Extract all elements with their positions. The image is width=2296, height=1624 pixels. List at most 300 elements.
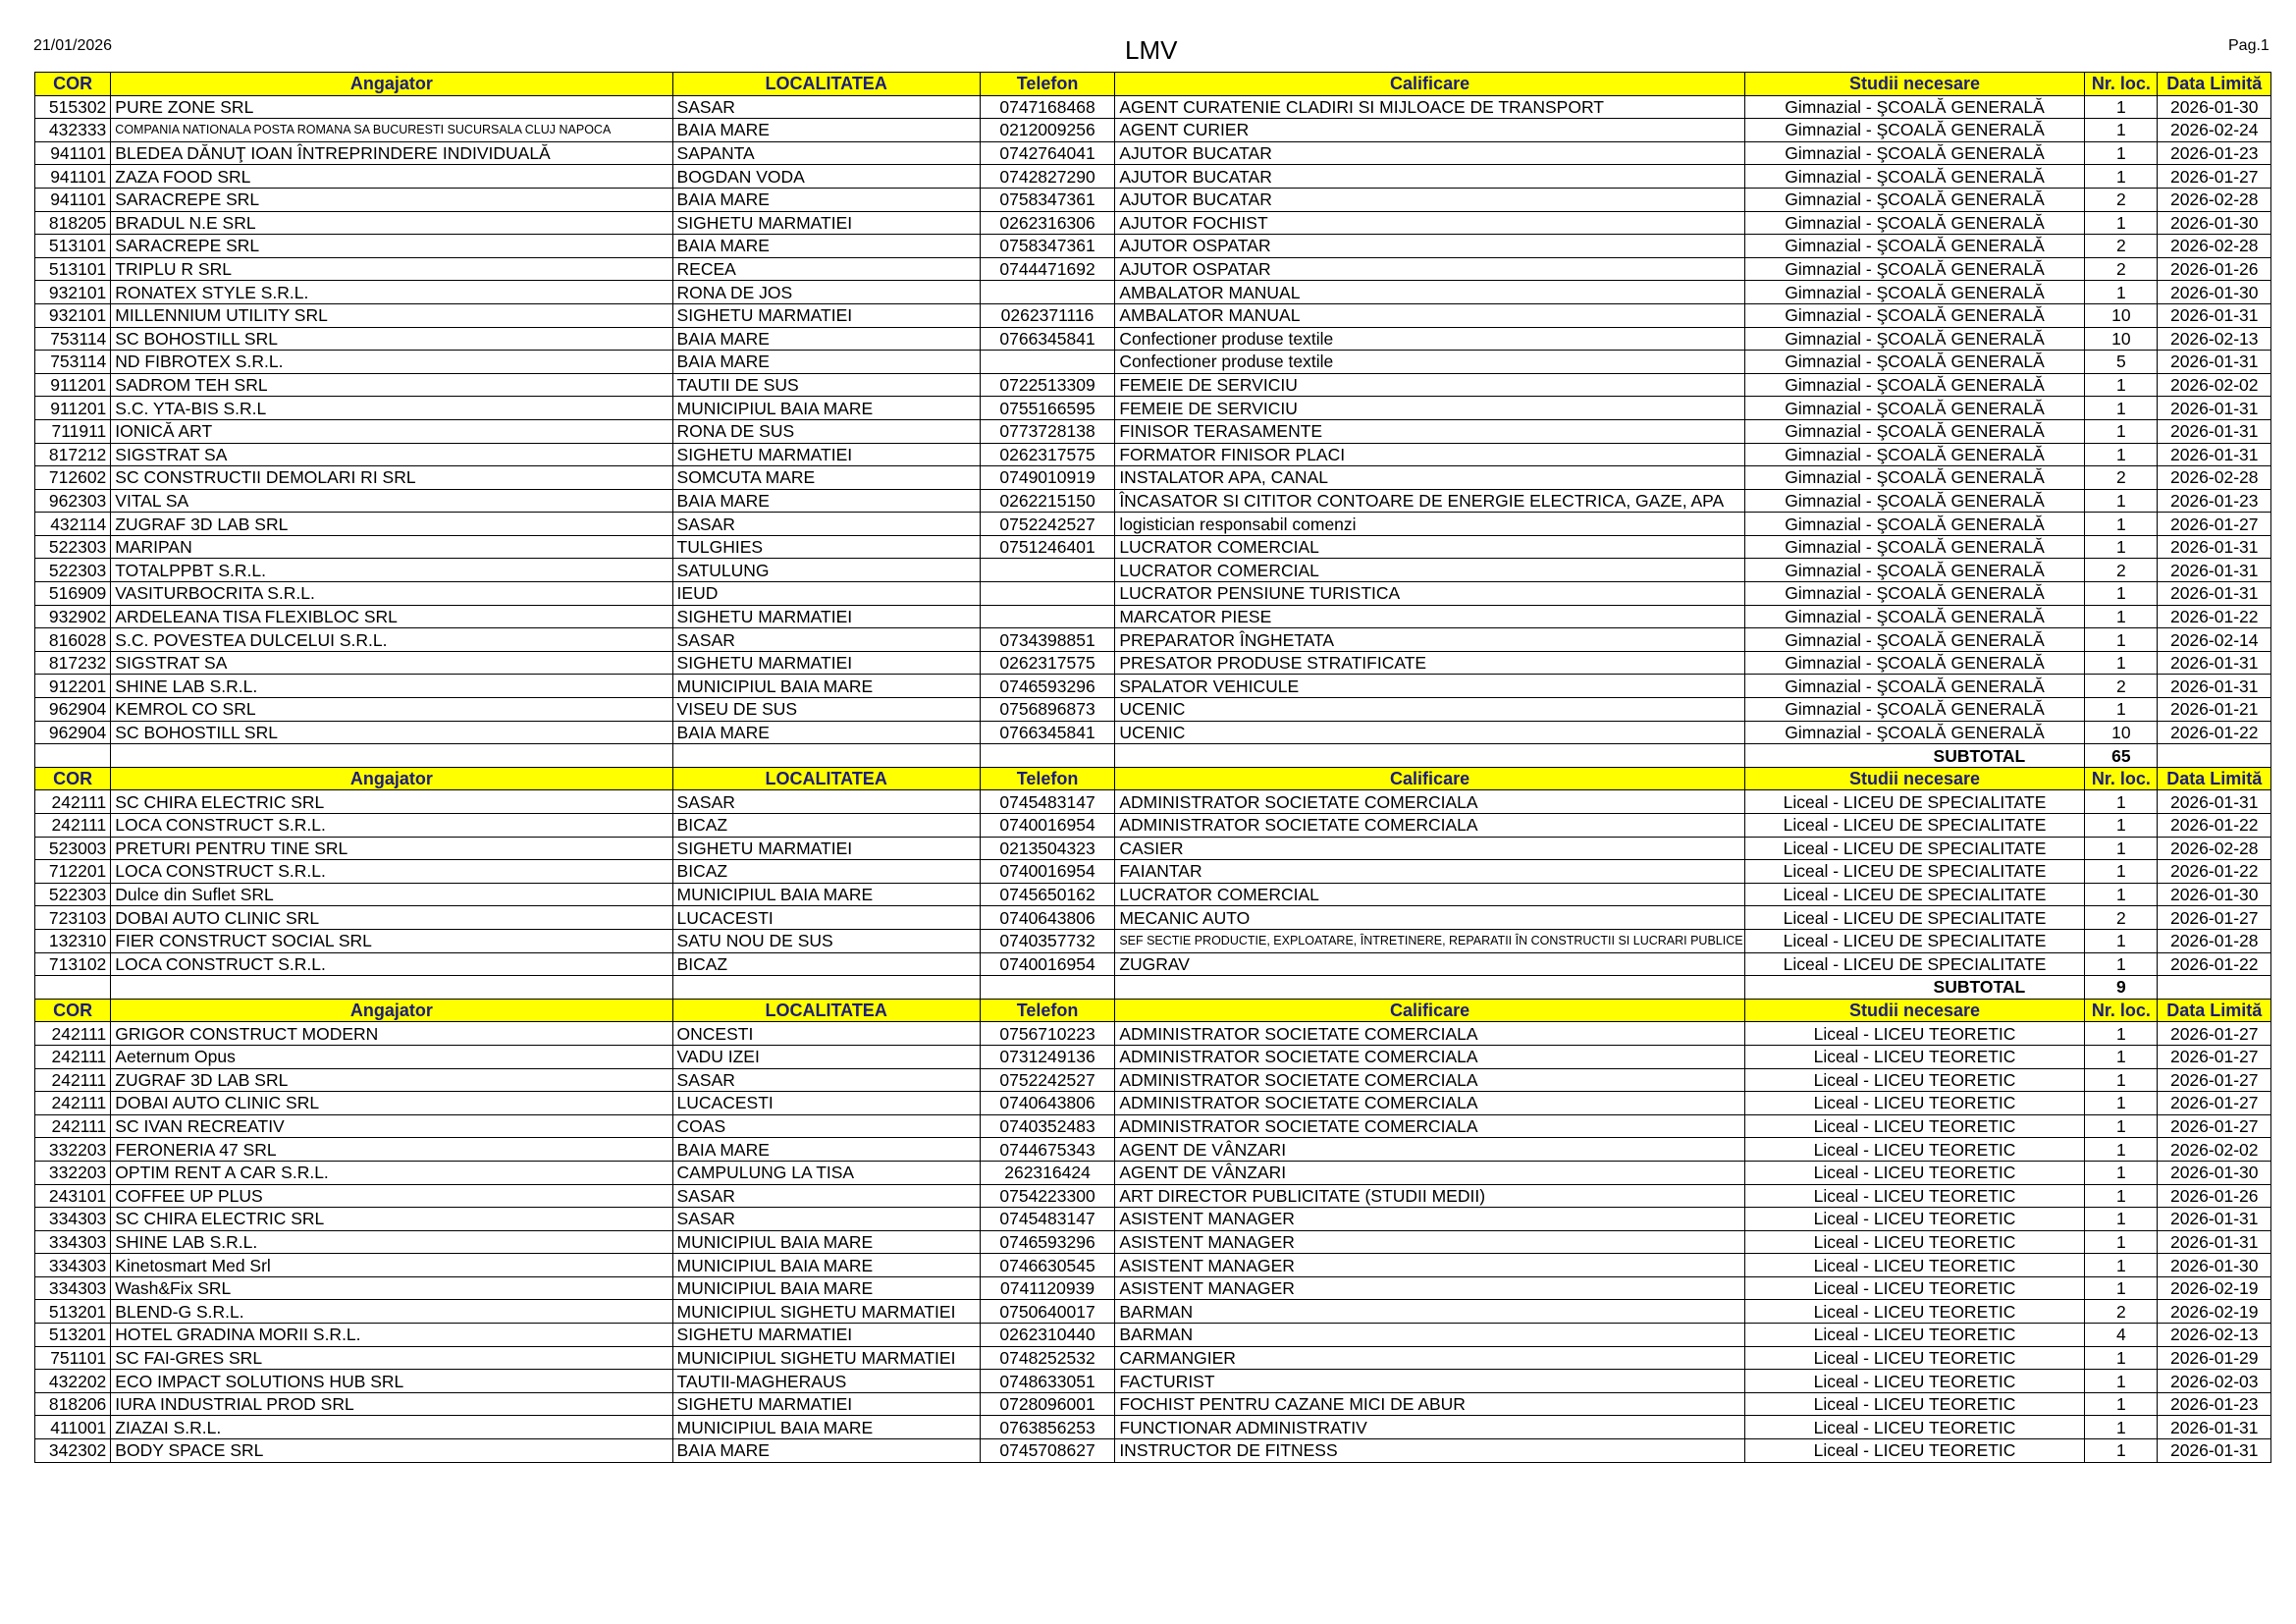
places-cell: 1 [2085, 1254, 2158, 1277]
phone-cell [980, 582, 1115, 606]
employer-cell: FIER CONSTRUCT SOCIAL SRL [111, 929, 672, 952]
studies-cell: Liceal - LICEU TEORETIC [1744, 1300, 2084, 1324]
employer-cell: ECO IMPACT SOLUTIONS HUB SRL [111, 1370, 672, 1393]
deadline-cell: 2026-01-31 [2158, 1208, 2271, 1231]
cor-cell: 818205 [35, 211, 111, 235]
cor-cell: 522303 [35, 535, 111, 559]
deadline-cell: 2026-01-30 [2158, 1161, 2271, 1184]
phone-cell [980, 281, 1115, 304]
studies-cell: Liceal - LICEU DE SPECIALITATE [1744, 952, 2084, 976]
studies-cell: Liceal - LICEU TEORETIC [1744, 1392, 2084, 1416]
phone-cell [980, 605, 1115, 628]
places-cell: 1 [2085, 883, 2158, 906]
places-cell: 1 [2085, 1346, 2158, 1370]
empty-cell [1115, 744, 1745, 768]
phone-cell: 0742764041 [980, 141, 1115, 165]
qualification-cell: AMBALATOR MANUAL [1115, 281, 1745, 304]
table-row [35, 165, 2271, 189]
locality-cell: BAIA MARE [672, 188, 980, 211]
phone-cell: 0752242527 [980, 513, 1115, 536]
table-row [35, 327, 2271, 351]
table-row [35, 235, 2271, 258]
locality-cell: MUNICIPIUL BAIA MARE [672, 1254, 980, 1277]
studies-cell: Liceal - LICEU TEORETIC [1744, 1254, 2084, 1277]
places-cell: 2 [2085, 235, 2158, 258]
places-cell: 1 [2085, 1045, 2158, 1068]
qualification-cell: ADMINISTRATOR SOCIETATE COMERCIALA [1115, 1114, 1745, 1138]
phone-cell: 0758347361 [980, 235, 1115, 258]
employer-cell: LOCA CONSTRUCT S.R.L. [111, 860, 672, 884]
deadline-cell: 2026-01-23 [2158, 489, 2271, 513]
places-cell: 2 [2085, 906, 2158, 930]
deadline-cell: 2026-02-28 [2158, 235, 2271, 258]
table-row [35, 373, 2271, 397]
employer-cell: COMPANIA NATIONALA POSTA ROMANA SA BUCURESTI SUCURSALA CLUJ NAPOCA [111, 119, 672, 142]
deadline-cell: 2026-01-26 [2158, 257, 2271, 281]
studies-cell: Liceal - LICEU TEORETIC [1744, 1045, 2084, 1068]
qualification-cell: UCENIC [1115, 698, 1745, 722]
header-qualification: Calificare [1115, 73, 1745, 96]
places-cell: 1 [2085, 1370, 2158, 1393]
locality-cell: SAPANTA [672, 141, 980, 165]
table-row [35, 837, 2271, 860]
table-row [35, 397, 2271, 420]
employer-cell: BODY SPACE SRL [111, 1439, 672, 1463]
table-row [35, 605, 2271, 628]
studies-cell: Gimnazial - ŞCOALĂ GENERALĂ [1744, 397, 2084, 420]
studies-cell: Gimnazial - ŞCOALĂ GENERALĂ [1744, 513, 2084, 536]
studies-cell: Liceal - LICEU DE SPECIALITATE [1744, 790, 2084, 814]
header-locality: LOCALITATEA [672, 999, 980, 1022]
cor-cell: 962904 [35, 721, 111, 744]
report-date: 21/01/2026 [33, 37, 113, 54]
employer-cell: SC CHIRA ELECTRIC SRL [111, 790, 672, 814]
header-qualification: Calificare [1115, 767, 1745, 790]
locality-cell: SIGHETU MARMATIEI [672, 211, 980, 235]
qualification-cell: AGENT DE VÂNZARI [1115, 1161, 1745, 1184]
employer-cell: Aeternum Opus [111, 1045, 672, 1068]
qualification-cell: PRESATOR PRODUSE STRATIFICATE [1115, 651, 1745, 675]
locality-cell: SIGHETU MARMATIEI [672, 837, 980, 860]
header-deadline: Data Limită [2158, 999, 2271, 1022]
deadline-cell: 2026-01-31 [2158, 419, 2271, 443]
employer-cell: SARACREPE SRL [111, 235, 672, 258]
cor-cell: 723103 [35, 906, 111, 930]
studies-cell: Liceal - LICEU TEORETIC [1744, 1138, 2084, 1162]
cor-cell: 332203 [35, 1138, 111, 1162]
employer-cell: SC BOHOSTILL SRL [111, 327, 672, 351]
employer-cell: MILLENNIUM UTILITY SRL [111, 303, 672, 327]
table-row [35, 1439, 2271, 1463]
locality-cell: CAMPULUNG LA TISA [672, 1161, 980, 1184]
places-cell: 1 [2085, 1416, 2158, 1439]
cor-cell: 243101 [35, 1184, 111, 1208]
deadline-cell: 2026-01-31 [2158, 535, 2271, 559]
cor-cell: 932101 [35, 281, 111, 304]
employer-cell: FERONERIA 47 SRL [111, 1138, 672, 1162]
cor-cell: 411001 [35, 1416, 111, 1439]
cor-cell: 432114 [35, 513, 111, 536]
places-cell: 1 [2085, 582, 2158, 606]
qualification-cell: FORMATOR FINISOR PLACI [1115, 443, 1745, 466]
places-cell: 1 [2085, 1138, 2158, 1162]
studies-cell: Liceal - LICEU DE SPECIALITATE [1744, 860, 2084, 884]
table-row [35, 559, 2271, 582]
studies-cell: Liceal - LICEU TEORETIC [1744, 1022, 2084, 1046]
locality-cell: MUNICIPIUL BAIA MARE [672, 1230, 980, 1254]
empty-cell [35, 744, 111, 768]
qualification-cell: Confectioner produse textile [1115, 351, 1745, 374]
places-cell: 10 [2085, 327, 2158, 351]
employer-cell: SIGSTRAT SA [111, 651, 672, 675]
table-row [35, 628, 2271, 652]
locality-cell: SASAR [672, 513, 980, 536]
locality-cell: BAIA MARE [672, 235, 980, 258]
table-row [35, 1022, 2271, 1046]
studies-cell: Gimnazial - ŞCOALĂ GENERALĂ [1744, 303, 2084, 327]
studies-cell: Gimnazial - ŞCOALĂ GENERALĂ [1744, 675, 2084, 698]
locality-cell: SIGHETU MARMATIEI [672, 1392, 980, 1416]
table-row [35, 535, 2271, 559]
empty-cell [980, 976, 1115, 1000]
empty-cell [2158, 976, 2271, 1000]
employer-cell: BLEDEA DĂNUŢ IOAN ÎNTREPRINDERE INDIVIDUALĂ [111, 141, 672, 165]
places-cell: 1 [2085, 651, 2158, 675]
cor-cell: 817232 [35, 651, 111, 675]
places-cell: 4 [2085, 1324, 2158, 1347]
qualification-cell: ART DIRECTOR PUBLICITATE (STUDII MEDII) [1115, 1184, 1745, 1208]
locality-cell: MUNICIPIUL BAIA MARE [672, 1416, 980, 1439]
places-cell: 1 [2085, 1276, 2158, 1300]
phone-cell: 0262310440 [980, 1324, 1115, 1347]
deadline-cell: 2026-01-27 [2158, 513, 2271, 536]
cor-cell: 516909 [35, 582, 111, 606]
deadline-cell: 2026-01-27 [2158, 1022, 2271, 1046]
deadline-cell: 2026-01-31 [2158, 582, 2271, 606]
qualification-cell: BARMAN [1115, 1300, 1745, 1324]
subtotal-label: SUBTOTAL [1744, 976, 2084, 1000]
places-cell: 1 [2085, 1230, 2158, 1254]
qualification-cell: LUCRATOR PENSIUNE TURISTICA [1115, 582, 1745, 606]
studies-cell: Liceal - LICEU TEORETIC [1744, 1370, 2084, 1393]
cor-cell: 713102 [35, 952, 111, 976]
employer-cell: LOCA CONSTRUCT S.R.L. [111, 814, 672, 838]
places-cell: 1 [2085, 119, 2158, 142]
table-row [35, 1184, 2271, 1208]
phone-cell: 0262316306 [980, 211, 1115, 235]
studies-cell: Gimnazial - ŞCOALĂ GENERALĂ [1744, 351, 2084, 374]
phone-cell: 0740357732 [980, 929, 1115, 952]
phone-cell: 0740643806 [980, 906, 1115, 930]
deadline-cell: 2026-01-31 [2158, 790, 2271, 814]
employer-cell: S.C. POVESTEA DULCELUI S.R.L. [111, 628, 672, 652]
header-places: Nr. loc. [2085, 73, 2158, 96]
phone-cell: 0728096001 [980, 1392, 1115, 1416]
table-row [35, 443, 2271, 466]
deadline-cell: 2026-01-31 [2158, 397, 2271, 420]
empty-cell [672, 744, 980, 768]
studies-cell: Liceal - LICEU DE SPECIALITATE [1744, 906, 2084, 930]
deadline-cell: 2026-01-31 [2158, 1439, 2271, 1463]
qualification-cell: ASISTENT MANAGER [1115, 1276, 1745, 1300]
qualification-cell: AMBALATOR MANUAL [1115, 303, 1745, 327]
phone-cell: 0740016954 [980, 952, 1115, 976]
locality-cell: SIGHETU MARMATIEI [672, 303, 980, 327]
places-cell: 1 [2085, 489, 2158, 513]
table-row [35, 1254, 2271, 1277]
table-row [35, 119, 2271, 142]
header-qualification: Calificare [1115, 999, 1745, 1022]
subtotal-value: 9 [2085, 976, 2158, 1000]
studies-cell: Gimnazial - ŞCOALĂ GENERALĂ [1744, 628, 2084, 652]
table-row [35, 906, 2271, 930]
header-deadline: Data Limită [2158, 73, 2271, 96]
header-places: Nr. loc. [2085, 999, 2158, 1022]
phone-cell: 0752242527 [980, 1068, 1115, 1092]
table-row [35, 1208, 2271, 1231]
phone-cell: 0262317575 [980, 443, 1115, 466]
deadline-cell: 2026-01-30 [2158, 883, 2271, 906]
employer-cell: IONICĂ ART [111, 419, 672, 443]
phone-cell: 0212009256 [980, 119, 1115, 142]
employer-cell: TOTALPPBT S.R.L. [111, 559, 672, 582]
places-cell: 2 [2085, 675, 2158, 698]
header-phone: Telefon [980, 767, 1115, 790]
deadline-cell: 2026-01-27 [2158, 1114, 2271, 1138]
places-cell: 1 [2085, 605, 2158, 628]
cor-cell: 753114 [35, 327, 111, 351]
studies-cell: Gimnazial - ŞCOALĂ GENERALĂ [1744, 443, 2084, 466]
locality-cell: RECEA [672, 257, 980, 281]
qualification-cell: UCENIC [1115, 721, 1745, 744]
studies-cell: Gimnazial - ŞCOALĂ GENERALĂ [1744, 535, 2084, 559]
qualification-cell: MARCATOR PIESE [1115, 605, 1745, 628]
employer-cell: OPTIM RENT A CAR S.R.L. [111, 1161, 672, 1184]
employer-cell: SHINE LAB S.R.L. [111, 1230, 672, 1254]
phone-cell: 0751246401 [980, 535, 1115, 559]
phone-cell: 0742827290 [980, 165, 1115, 189]
table-row [35, 814, 2271, 838]
qualification-cell: FEMEIE DE SERVICIU [1115, 373, 1745, 397]
header-studies: Studii necesare [1744, 999, 2084, 1022]
qualification-cell: AJUTOR BUCATAR [1115, 165, 1745, 189]
table-row [35, 1068, 2271, 1092]
qualification-cell: BARMAN [1115, 1324, 1745, 1347]
studies-cell: Liceal - LICEU DE SPECIALITATE [1744, 814, 2084, 838]
employer-cell: ARDELEANA TISA FLEXIBLOC SRL [111, 605, 672, 628]
deadline-cell: 2026-01-30 [2158, 95, 2271, 119]
table-row [35, 1416, 2271, 1439]
subtotal-row [35, 744, 2271, 768]
qualification-cell: AGENT DE VÂNZARI [1115, 1138, 1745, 1162]
studies-cell: Liceal - LICEU DE SPECIALITATE [1744, 883, 2084, 906]
qualification-cell: SEF SECTIE PRODUCTIE, EXPLOATARE, ÎNTRETINERE, REPARATII ÎN CONSTRUCTII SI LUCRARI PUBLICE [1115, 929, 1745, 952]
locality-cell: MUNICIPIUL BAIA MARE [672, 1276, 980, 1300]
deadline-cell: 2026-01-31 [2158, 1416, 2271, 1439]
table-row [35, 1161, 2271, 1184]
phone-cell: 0766345841 [980, 327, 1115, 351]
header-employer: Angajator [111, 999, 672, 1022]
qualification-cell: FUNCTIONAR ADMINISTRATIV [1115, 1416, 1745, 1439]
employer-cell: HOTEL GRADINA MORII S.R.L. [111, 1324, 672, 1347]
header-locality: LOCALITATEA [672, 73, 980, 96]
deadline-cell: 2026-01-28 [2158, 929, 2271, 952]
places-cell: 1 [2085, 281, 2158, 304]
table-header-row [35, 73, 2271, 96]
cor-cell: 242111 [35, 1068, 111, 1092]
studies-cell: Gimnazial - ŞCOALĂ GENERALĂ [1744, 141, 2084, 165]
phone-cell: 0262215150 [980, 489, 1115, 513]
table-row [35, 1092, 2271, 1115]
phone-cell: 0763856253 [980, 1416, 1115, 1439]
empty-cell [1115, 976, 1745, 1000]
studies-cell: Gimnazial - ŞCOALĂ GENERALĂ [1744, 489, 2084, 513]
cor-cell: 753114 [35, 351, 111, 374]
cor-cell: 513201 [35, 1300, 111, 1324]
phone-cell: 0740352483 [980, 1114, 1115, 1138]
phone-cell: 0262317575 [980, 651, 1115, 675]
phone-cell: 262316424 [980, 1161, 1115, 1184]
qualification-cell: Confectioner produse textile [1115, 327, 1745, 351]
qualification-cell: AJUTOR OSPATAR [1115, 235, 1745, 258]
phone-cell: 0213504323 [980, 837, 1115, 860]
cor-cell: 911201 [35, 397, 111, 420]
places-cell: 1 [2085, 419, 2158, 443]
qualification-cell: ASISTENT MANAGER [1115, 1208, 1745, 1231]
report-title: LMV [1125, 35, 1178, 65]
table-row [35, 1370, 2271, 1393]
cor-cell: 962303 [35, 489, 111, 513]
phone-cell: 0748633051 [980, 1370, 1115, 1393]
deadline-cell: 2026-01-31 [2158, 651, 2271, 675]
employer-cell: SC FAI-GRES SRL [111, 1346, 672, 1370]
cor-cell: 242111 [35, 1022, 111, 1046]
locality-cell: SIGHETU MARMATIEI [672, 443, 980, 466]
qualification-cell: ASISTENT MANAGER [1115, 1230, 1745, 1254]
cor-cell: 932101 [35, 303, 111, 327]
deadline-cell: 2026-01-30 [2158, 211, 2271, 235]
places-cell: 2 [2085, 559, 2158, 582]
qualification-cell: FEMEIE DE SERVICIU [1115, 397, 1745, 420]
locality-cell: MUNICIPIUL BAIA MARE [672, 675, 980, 698]
table-row [35, 303, 2271, 327]
studies-cell: Gimnazial - ŞCOALĂ GENERALĂ [1744, 165, 2084, 189]
phone-cell [980, 351, 1115, 374]
page-number: Pag.1 [2228, 37, 2269, 54]
cor-cell: 513201 [35, 1324, 111, 1347]
qualification-cell: LUCRATOR COMERCIAL [1115, 559, 1745, 582]
qualification-cell: FINISOR TERASAMENTE [1115, 419, 1745, 443]
studies-cell: Gimnazial - ŞCOALĂ GENERALĂ [1744, 188, 2084, 211]
locality-cell: BICAZ [672, 814, 980, 838]
deadline-cell: 2026-01-29 [2158, 1346, 2271, 1370]
locality-cell: SOMCUTA MARE [672, 466, 980, 490]
cor-cell: 712602 [35, 466, 111, 490]
deadline-cell: 2026-02-28 [2158, 466, 2271, 490]
locality-cell: MUNICIPIUL SIGHETU MARMATIEI [672, 1300, 980, 1324]
employer-cell: ZUGRAF 3D LAB SRL [111, 1068, 672, 1092]
header-cor: COR [35, 73, 111, 96]
studies-cell: Liceal - LICEU TEORETIC [1744, 1068, 2084, 1092]
employer-cell: KEMROL CO SRL [111, 698, 672, 722]
qualification-cell: CARMANGIER [1115, 1346, 1745, 1370]
header-cor: COR [35, 767, 111, 790]
qualification-cell: AGENT CURATENIE CLADIRI SI MIJLOACE DE TRANSPORT [1115, 95, 1745, 119]
table-row [35, 1230, 2271, 1254]
deadline-cell: 2026-01-31 [2158, 303, 2271, 327]
subtotal-row [35, 976, 2271, 1000]
header-studies: Studii necesare [1744, 73, 2084, 96]
qualification-cell: ADMINISTRATOR SOCIETATE COMERCIALA [1115, 790, 1745, 814]
studies-cell: Gimnazial - ŞCOALĂ GENERALĂ [1744, 373, 2084, 397]
qualification-cell: ZUGRAV [1115, 952, 1745, 976]
studies-cell: Gimnazial - ŞCOALĂ GENERALĂ [1744, 327, 2084, 351]
studies-cell: Gimnazial - ŞCOALĂ GENERALĂ [1744, 95, 2084, 119]
places-cell: 1 [2085, 698, 2158, 722]
studies-cell: Liceal - LICEU TEORETIC [1744, 1324, 2084, 1347]
deadline-cell: 2026-01-30 [2158, 1254, 2271, 1277]
places-cell: 5 [2085, 351, 2158, 374]
qualification-cell: logistician responsabil comenzi [1115, 513, 1745, 536]
header-phone: Telefon [980, 73, 1115, 96]
table-row [35, 790, 2271, 814]
locality-cell: BAIA MARE [672, 119, 980, 142]
subtotal-value: 65 [2085, 744, 2158, 768]
studies-cell: Gimnazial - ŞCOALĂ GENERALĂ [1744, 235, 2084, 258]
locality-cell: BAIA MARE [672, 489, 980, 513]
places-cell: 1 [2085, 1184, 2158, 1208]
cor-cell: 334303 [35, 1276, 111, 1300]
locality-cell: MUNICIPIUL BAIA MARE [672, 883, 980, 906]
locality-cell: TAUTII DE SUS [672, 373, 980, 397]
employer-cell: BRADUL N.E SRL [111, 211, 672, 235]
phone-cell: 0744675343 [980, 1138, 1115, 1162]
deadline-cell: 2026-01-21 [2158, 698, 2271, 722]
studies-cell: Gimnazial - ŞCOALĂ GENERALĂ [1744, 582, 2084, 606]
employer-cell: IURA INDUSTRIAL PROD SRL [111, 1392, 672, 1416]
studies-cell: Liceal - LICEU DE SPECIALITATE [1744, 837, 2084, 860]
qualification-cell: FACTURIST [1115, 1370, 1745, 1393]
table-row [35, 489, 2271, 513]
studies-cell: Gimnazial - ŞCOALĂ GENERALĂ [1744, 605, 2084, 628]
phone-cell: 0773728138 [980, 419, 1115, 443]
places-cell: 1 [2085, 628, 2158, 652]
locality-cell: SASAR [672, 95, 980, 119]
locality-cell: SASAR [672, 790, 980, 814]
phone-cell: 0745708627 [980, 1439, 1115, 1463]
header-employer: Angajator [111, 73, 672, 96]
qualification-cell: AJUTOR OSPATAR [1115, 257, 1745, 281]
studies-cell: Liceal - LICEU TEORETIC [1744, 1161, 2084, 1184]
deadline-cell: 2026-02-19 [2158, 1276, 2271, 1300]
deadline-cell: 2026-02-14 [2158, 628, 2271, 652]
employer-cell: RONATEX STYLE S.R.L. [111, 281, 672, 304]
deadline-cell: 2026-01-27 [2158, 1068, 2271, 1092]
locality-cell: SIGHETU MARMATIEI [672, 605, 980, 628]
locality-cell: BOGDAN VODA [672, 165, 980, 189]
cor-cell: 817212 [35, 443, 111, 466]
studies-cell: Liceal - LICEU TEORETIC [1744, 1346, 2084, 1370]
qualification-cell: PREPARATOR ÎNGHETATA [1115, 628, 1745, 652]
cor-cell: 242111 [35, 1092, 111, 1115]
employer-cell: ZIAZAI S.R.L. [111, 1416, 672, 1439]
phone-cell: 0747168468 [980, 95, 1115, 119]
qualification-cell: SPALATOR VEHICULE [1115, 675, 1745, 698]
cor-cell: 515302 [35, 95, 111, 119]
table-row [35, 211, 2271, 235]
employer-cell: SC CONSTRUCTII DEMOLARI RI SRL [111, 466, 672, 490]
phone-cell: 0746630545 [980, 1254, 1115, 1277]
